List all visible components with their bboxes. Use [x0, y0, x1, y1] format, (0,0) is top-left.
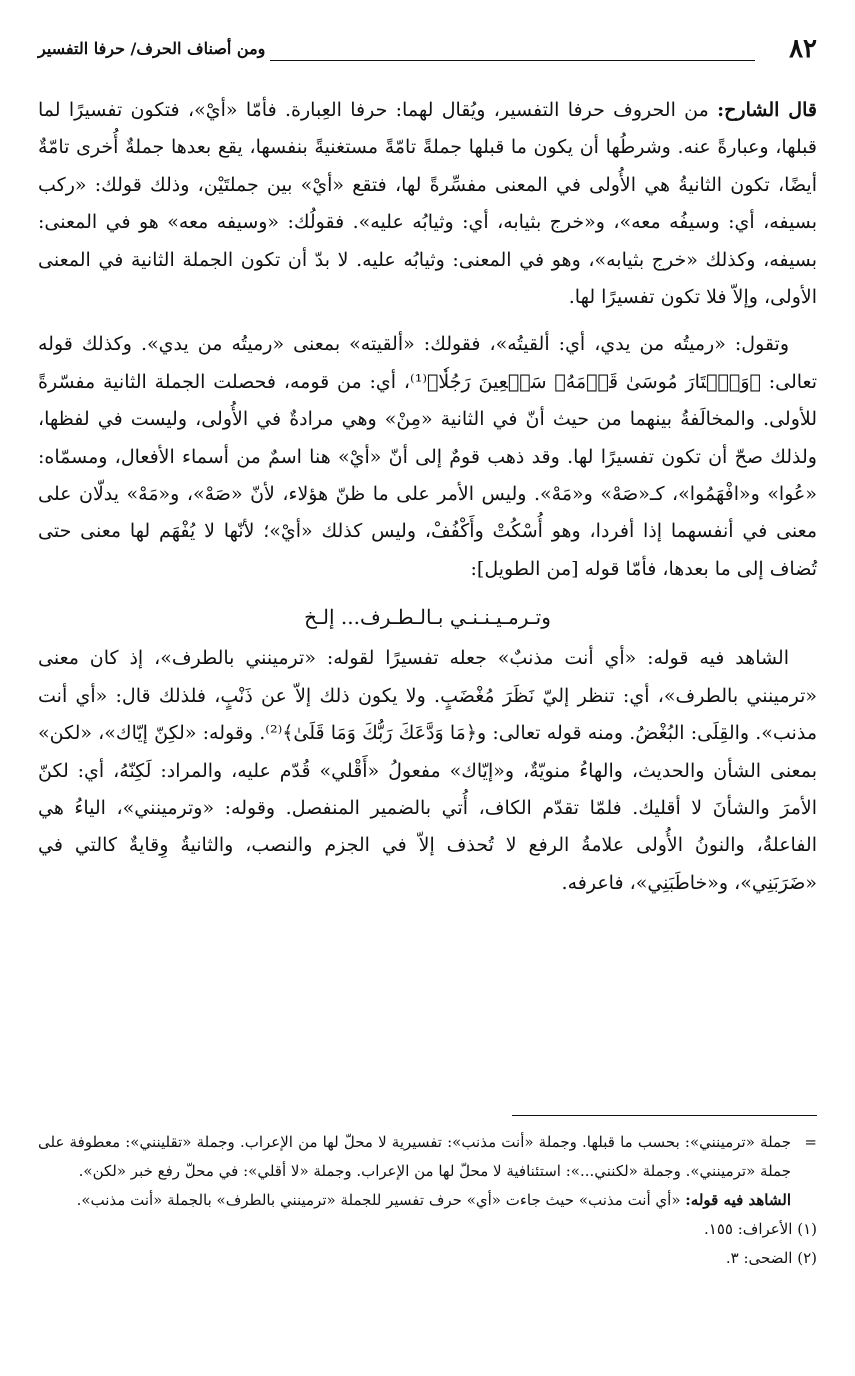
footnote-continuation: [38, 1128, 817, 1186]
footnote-rule: [512, 1115, 817, 1116]
paragraph-2: وتقول: «رميتُه من يدي، أي: ألقيتُه»، فقولك: «ألقيته» بمعنى «رميتُه من يدي». وكذلك قوله تعالى: ﴿وَٱخۡتَارَ مُوسَىٰ قَوۡمَهُۥ سَبۡعِينَ رَجُلٗا﴾⁽¹⁾، أي: من قومه، فحصلت الجملة الثانية مفسّرةً للأولى. والمخالَفةُ بينهما من حيث أنّ في الثانية «مِنْ» وهي مرادةٌ في الأُولى، وليست في لفظها، ولذلك صحّ أن تكون تفسيرًا لها. وقد ذهب قومٌ إلى أنّ «أيْ» هنا اسمٌ من أسماء الأفعال، ومسمّاه: «عُوا» و«افْهَمُوا»، كـ«صَهْ» و«مَهْ». وليس الأمر على ما ظنّ هؤلاء، لأنّ «صَهْ»، و«مَهْ» يدلّان على معنى في أنفسهما إذا أفردا، وهو أُسْكُتْ وأَكْفُفْ، وليس كذلك «أيْ»؛ لأنّها لا يُفْهَم لها معنى حتى تُضاف إلى ما بعدها، فأمّا قوله [من الطويل]:: [38, 333, 818, 580]
header-rule: [270, 60, 755, 61]
page-number: ٨٢: [789, 34, 817, 64]
poetry-verse: وتـرمـيـنـنـي بـالـطـرف... إلـخ: [304, 605, 551, 630]
paragraph-3: الشاهد فيه قوله: «أي أنت مذنبٌ» جعله تفسيرًا لقوله: «ترمينني بالطرف»، إذ كان معنى «ترمينني بالطرف»، أي: تنظر إليّ نَظَرَ مُغْضَبٍ. ولا يكون ذلك إلاّ عن ذَنْبٍ، فلذلك قال: «أي أنت مذنب». والقِلَى: البُغْضُ. ومنه قوله تعالى: و﴿مَا وَدَّعَكَ رَبُّكَ وَمَا قَلَىٰ﴾⁽²⁾. وقوله: «لكِنّ إيّاك»، «لكن» بمعنى الشأن والحديث، والهاءُ منويّةٌ، و«إيّاك» مفعولُ «أَقْلي» قُدّم عليه، والمراد: لَكِنّهُ، أي: لكنّ الأمرَ والشأنَ لا أقليك. فلمّا تقدّم الكاف، أُتي بالضمير المنفصل. وقوله: «وترمينني»، الياءُ هي الفاعلةُ، والنونُ الأُولى علامةُ الرفع لا تُحذف إلاّ في الجزم والنصب، والثانيةُ وِقايةٌ كالتي في «ضَرَبَنِي»، و«خاطَبَنِي»، فاعرفه.: [38, 647, 818, 894]
footnotes: [38, 1128, 817, 1273]
footnote-witness: [38, 1186, 817, 1215]
paragraph-1-text: من الحروف حرفا التفسير، ويُقال لهما: حرفا العِبارة. فأمّا «أيْ»، فتكون تفسيرًا لما قبلها، وعبارةً عنه. وشرطُها أن يكون ما قبلها جملةً تامّةً مستغنيةً بنفسها، يقع بعدها جملةٌ أُخرى تامّةٌ أيضًا، تكون الثانيةُ هي الأُولى في المعنى مفسِّرةً لها، فتقع «أيْ» بين جملتَيْن، وذلك قولك: «ركب بسيفه، أي: وسيفُه معه»، و«خرج بثيابه، أي: وثيابُه عليه». فقولُك: «وسيفه معه» هو في المعنى: بسيفه، وكذلك «خرج بثيابه»، وهو في المعنى: وثيابُه عليه. لا بدّ أن تكون الجملة الثانية في المعنى الأولى، وإلاّ فلا تكون تفسيرًا لها.: [38, 99, 817, 309]
continuation-mark: =: [804, 1133, 817, 1151]
page-header: [30, 34, 825, 68]
main-text: [38, 92, 817, 912]
witness-label: الشاهد فيه قوله:: [685, 1191, 791, 1209]
footnote-2: (٢) الضحى: ٣.: [725, 1249, 817, 1267]
witness-text: «أي أنت مذنب» حيث جاءت «أي» حرف تفسير للجملة «ترمينني بالطرف» بالجملة «أنت مذنب».: [76, 1191, 686, 1209]
footnote-1: (١) الأعراف: ١٥٥.: [704, 1220, 817, 1238]
paragraph-lead: قال الشارح:: [717, 99, 817, 121]
paragraph-1: [38, 92, 817, 316]
running-title: ومن أصناف الحرف/ حرفا التفسير: [38, 39, 266, 58]
book-page: [30, 20, 825, 1356]
footnote-continuation-text: جملة «ترمينني»: بحسب ما قبلها. وجملة «أنت مذنب»: تفسيرية لا محلّ لها من الإعراب. وجملة «تقلينني»: معطوفة على جملة «ترمينني». وجملة «لكنني...»: استئنافية لا محلّ لها من الإعراب. وجملة «لا أقلي»: في محلّ رفع خبر «لكن».: [38, 1133, 791, 1180]
